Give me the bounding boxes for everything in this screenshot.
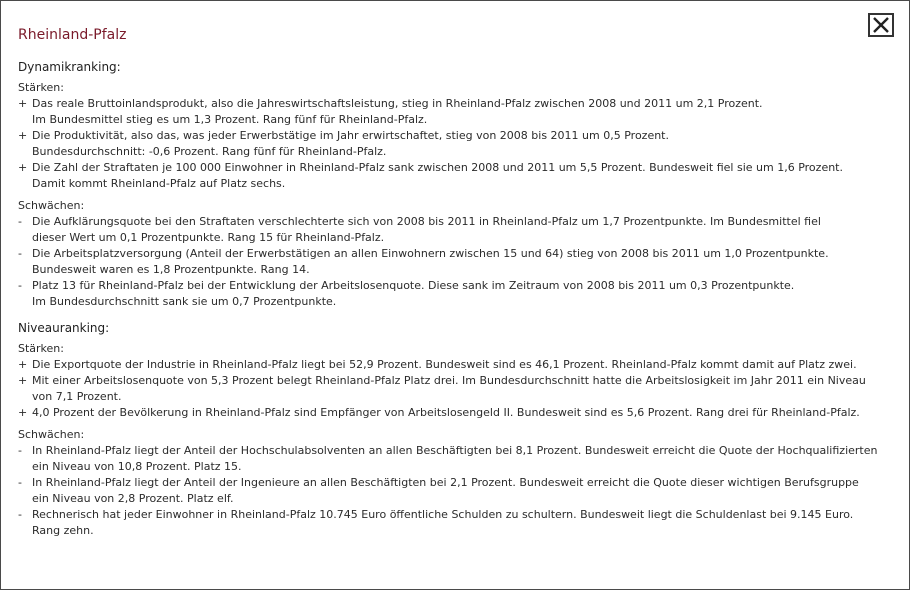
item-text: Die Zahl der Straftaten je 100 000 Einwohner in Rheinland-Pfalz sank zwischen 2008 und 2011 um 5,5 Prozent. Bundesweit fiel sie um 1,6 Prozent. [32,161,843,174]
item-text: ein Niveau von 2,8 Prozent. Platz elf. [32,492,234,505]
item-text: Platz 13 für Rheinland-Pfalz bei der Entwicklung der Arbeitslosenquote. Diese sank im Zeitraum von 2008 bis 2011 um 0,3 Prozentpunkte. [32,279,795,292]
plus-icon: + [18,406,28,419]
item-text: von 7,1 Prozent. [32,390,122,403]
item-text: Die Arbeitsplatzversorgung (Anteil der Erwerbstätigen an allen Einwohnern zwischen 15 und 64) stieg von 2008 bis 2011 um 1,0 Prozentpunkte. [32,247,829,260]
page-title: Rheinland-Pfalz [18,27,127,43]
group-label: Stärken: [18,81,64,94]
item-text: Mit einer Arbeitslosenquote von 5,3 Prozent belegt Rheinland-Pfalz Platz drei. Im Bundesdurchschnitt hatte die Arbeitslosigkeit im Jahr 2011 ein Niveau [32,374,866,387]
item-text: In Rheinland-Pfalz liegt der Anteil der Hochschulabsolventen an allen Beschäftigten bei 8,1 Prozent. Bundesweit erreicht die Quote der Hochqualifizierten [32,444,878,457]
weaknesses-group [18,198,898,310]
list-item [18,278,898,310]
plus-icon: + [18,97,28,110]
item-text: Die Produktivität, also das, was jeder Erwerbstätige im Jahr erwirtschaftet, stieg von 2008 bis 2011 um 0,5 Prozent. [32,129,669,142]
list-item [18,443,898,475]
item-list [18,357,898,421]
plus-icon: + [18,129,28,142]
list-item [18,475,898,507]
list-item [18,405,898,421]
list-item [18,96,898,128]
item-list [18,214,898,310]
group-label: Schwächen: [18,428,85,441]
group-label: Schwächen: [18,199,85,212]
item-text: Im Bundesmittel stieg es um 1,3 Prozent. Rang fünf für Rheinland-Pfalz. [32,113,428,126]
item-text: Rang zehn. [32,524,94,537]
minus-icon: - [18,476,22,489]
section-heading: Niveauranking: [18,321,110,335]
strengths-group [18,341,898,421]
item-text: dieser Wert um 0,1 Prozentpunkte. Rang 15 für Rheinland-Pfalz. [32,231,385,244]
minus-icon: - [18,279,22,292]
item-text: Die Exportquote der Industrie in Rheinland-Pfalz liegt bei 52,9 Prozent. Bundesweit sind es 46,1 Prozent. Rheinland-Pfalz kommt damit auf Platz zwei. [32,358,857,371]
group-label: Stärken: [18,342,64,355]
item-list [18,96,898,192]
item-text: Im Bundesdurchschnitt sank sie um 0,7 Prozentpunkte. [32,295,337,308]
list-item [18,357,898,373]
item-text: Die Aufklärungsquote bei den Straftaten verschlechterte sich von 2008 bis 2011 in Rheinland-Pfalz um 1,7 Prozentpunkte. Im Bundesmittel fiel [32,215,821,228]
close-button[interactable] [868,13,894,37]
plus-icon: + [18,358,28,371]
item-text: Damit kommt Rheinland-Pfalz auf Platz sechs. [32,177,286,190]
minus-icon: - [18,444,22,457]
item-text: ein Niveau von 10,8 Prozent. Platz 15. [32,460,242,473]
list-item [18,373,898,405]
minus-icon: - [18,508,22,521]
item-list [18,443,898,539]
strengths-group [18,80,898,192]
item-text: Das reale Bruttoinlandsprodukt, also die Jahreswirtschaftsleistung, stieg in Rheinland-Pfalz zwischen 2008 und 2011 um 2,1 Prozent. [32,97,763,110]
item-text: Rechnerisch hat jeder Einwohner in Rheinland-Pfalz 10.745 Euro öffentliche Schulden zu schultern. Bundesweit liegt die Schuldenlast bei 9.145 Euro. [32,508,854,521]
list-item [18,128,898,160]
list-item [18,246,898,278]
ranking-content [18,59,898,545]
item-text: In Rheinland-Pfalz liegt der Anteil der Ingenieure an allen Beschäftigten bei 2,1 Prozent. Bundesweit erreicht die Quote dieser wichtigen Berufsgruppe [32,476,859,489]
close-icon [873,17,889,33]
minus-icon: - [18,215,22,228]
weaknesses-group [18,427,898,539]
plus-icon: + [18,374,28,387]
item-text: Bundesdurchschnitt: -0,6 Prozent. Rang fünf für Rheinland-Pfalz. [32,145,387,158]
minus-icon: - [18,247,22,260]
list-item [18,214,898,246]
item-text: Bundesweit waren es 1,8 Prozentpunkte. Rang 14. [32,263,310,276]
list-item [18,160,898,192]
plus-icon: + [18,161,28,174]
section-heading: Dynamikranking: [18,60,121,74]
list-item [18,507,898,539]
item-text: 4,0 Prozent der Bevölkerung in Rheinland-Pfalz sind Empfänger von Arbeitslosengeld II. Bundesweit sind es 5,6 Prozent. Rang drei für Rheinland-Pfalz. [32,406,860,419]
